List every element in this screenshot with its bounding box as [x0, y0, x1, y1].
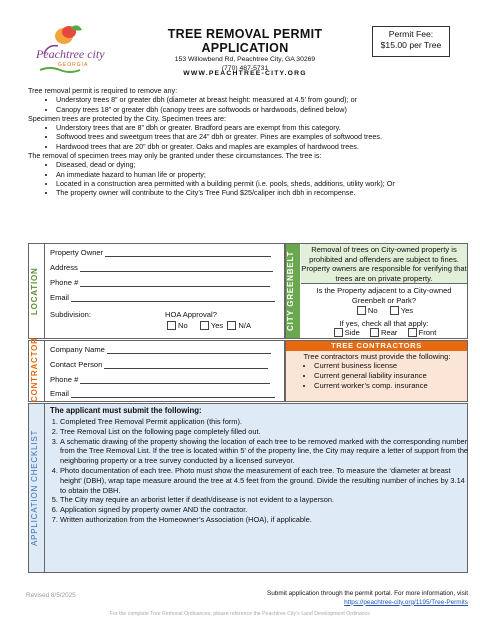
permit-fee-box	[372, 26, 450, 57]
divider	[301, 283, 467, 284]
question-text: Is the Property adjacent to a City-owned Greenbelt or Park?	[316, 286, 452, 305]
submit-info	[228, 590, 468, 607]
divider	[44, 243, 45, 339]
option-label: Yes	[210, 321, 224, 330]
input-line[interactable]	[105, 248, 271, 257]
title-line-2: APPLICATION	[201, 41, 289, 55]
field-label: Email	[50, 293, 69, 302]
checklist-heading: The applicant must submit the following:	[50, 406, 202, 415]
option-label: Front	[418, 328, 437, 338]
checklist-item: 6. Application signed by property owner AND the contractor.	[60, 505, 472, 515]
side-checkbox[interactable]	[334, 328, 343, 337]
specimen-list	[28, 123, 468, 151]
option-label: No	[178, 321, 188, 330]
contact-person-field[interactable]	[50, 360, 268, 369]
option-label: Yes	[400, 306, 414, 316]
property-owner-field[interactable]	[50, 248, 271, 257]
intro-section	[28, 86, 468, 198]
intro-paragraph: Tree removal permit is required to remove any:	[28, 86, 178, 95]
list-item: • Hardwood trees that are 20” dbh or greater. Oaks and maples are examples of hardwood trees.	[56, 142, 468, 151]
logo-subtext: GEORGIA	[58, 62, 89, 68]
title-line-1: TREE REMOVAL PERMIT	[167, 27, 323, 41]
circumstances-list	[28, 160, 468, 197]
hoa-question: HOA Approval?	[165, 310, 217, 319]
option-label: Rear	[381, 328, 398, 338]
checklist-item: 5. The City may require an arborist letter if death/disease is not evident to a layperson.	[60, 495, 472, 505]
list-item: • An immediate hazard to human life or property;	[56, 170, 468, 179]
divider	[44, 403, 45, 573]
city-logo	[34, 22, 105, 78]
input-line[interactable]	[80, 375, 270, 384]
hoa-no-checkbox[interactable]	[167, 321, 176, 330]
list-item: • Current worker’s comp. insurance	[314, 381, 428, 391]
field-label: Company Name	[50, 345, 105, 354]
phone-field[interactable]	[50, 278, 270, 287]
option-label: No	[367, 306, 378, 316]
greenbelt-yes-checkbox[interactable]	[390, 306, 399, 315]
checklist-label: APPLICATION CHECKLIST	[30, 429, 39, 547]
list-item: • Located in a construction area permitted with a building permit (i.e. pools, sheds, additions, utility work); Or	[56, 179, 468, 188]
greenbelt-no-checkbox[interactable]	[357, 306, 366, 315]
intro-paragraph: The removal of specimen trees may only be granted under these circumstances. The tree is:	[28, 151, 322, 161]
input-line[interactable]	[80, 278, 270, 287]
ordinance-note: For the complete Tree Removal Ordinances, please reference the Peachtree City’s Land Development Ordinance	[109, 611, 371, 617]
greenbelt-label: CITY GREENBELT	[286, 250, 295, 332]
field-label: Subdivision:	[50, 310, 91, 319]
contractor-phone-field[interactable]	[50, 375, 270, 384]
checklist-item: 3. A schematic drawing of the property showing the location of each tree to be removed marked with the corresponding number from the Tree Removal List. If the tree is located within 5’ of the property line, the City may require a letter of support from the neighboring property or a tree survey conducted by a licensed surveyor.	[60, 437, 472, 466]
list-item: • Understory trees that are 8” dbh or greater. Bradford pears are exempt from this category.	[56, 123, 468, 132]
input-line[interactable]	[71, 389, 275, 398]
fee-amount: $15.00 per Tree	[380, 40, 442, 50]
subdivision-field[interactable]	[50, 310, 91, 319]
phone-line: (770) 487-5731	[221, 65, 269, 72]
company-name-field[interactable]	[50, 345, 271, 354]
rear-checkbox[interactable]	[370, 328, 379, 337]
field-label: Address	[50, 263, 78, 272]
fee-label: Permit Fee:	[388, 29, 434, 39]
submit-text: Submit application through the permit portal. For more information, visit	[266, 590, 468, 597]
checklist-item: 1. Completed Tree Removal Permit application (this form).	[60, 417, 472, 427]
followup-text: If yes, check all that apply:	[339, 318, 429, 328]
checklist-item: 7. Written authorization from the Homeowner’s Association (HOA), if applicable.	[60, 515, 472, 525]
contractor-requirements	[298, 361, 428, 390]
field-label: Email	[50, 389, 69, 398]
address-line: 153 Willowbend Rd, Peachtree City, GA 30269	[174, 56, 316, 63]
list-item: • Canopy trees 18” or greater dbh (canopy trees are softwoods or hardwoods, defined below)	[56, 105, 468, 114]
list-item: • Diseased, dead or dying;	[56, 160, 468, 169]
list-item: • The property owner will contribute to the City’s Tree Fund $25/caliper inch dbh in recompense.	[56, 188, 468, 197]
option-label: N/A	[238, 321, 252, 330]
checklist-item: 2. Tree Removal List on the following page completely filled out.	[60, 427, 472, 437]
field-label: Phone #	[50, 278, 79, 287]
address-field[interactable]	[50, 263, 273, 272]
revision-date: Revised 8/5/2025	[26, 592, 76, 599]
option-label: Side	[344, 328, 360, 338]
email-field[interactable]	[50, 293, 275, 302]
tree-contractors-header: TREE CONTRACTORS	[286, 341, 467, 351]
input-line[interactable]	[107, 345, 271, 354]
field-label: Property Owner	[50, 248, 104, 257]
greenbelt-notice: Removal of trees on City-owned property is prohibited and offenders are subject to fines. Property owners are responsible for verifying that trees are on private property.	[301, 245, 467, 283]
input-line[interactable]	[71, 293, 275, 302]
contractor-label: CONTRACTOR	[30, 337, 39, 402]
hoa-na-checkbox[interactable]	[227, 321, 236, 330]
logo-text: Peachtree city	[36, 47, 105, 61]
checklist-item: 4. Photo documentation of each tree. Photo must show the measurement of each tree. To measure the ‘diameter at breast height’ (DBH), wrap tape measure around the tree at 4.5 feet from the ground. Divide the resulting number of inches by 3.14 to obtain the DBH.	[60, 466, 472, 495]
field-label: Phone #	[50, 375, 79, 384]
divider	[44, 340, 45, 402]
hoa-approval	[165, 310, 251, 330]
front-checkbox[interactable]	[408, 328, 417, 337]
greenbelt-question	[301, 286, 467, 338]
tree-contractors-intro: Tree contractors must provide the following:	[303, 352, 451, 361]
location-label: LOCATION	[30, 267, 39, 315]
hoa-yes-checkbox[interactable]	[200, 321, 209, 330]
permit-portal-link[interactable]: https://peachtree-city.org/1195/Tree-Permits	[344, 598, 468, 606]
checklist-items	[50, 417, 472, 525]
list-item: • Current business license	[314, 361, 428, 371]
intro-paragraph: Specimen trees are protected by the City. Specimen trees are:	[28, 113, 227, 123]
contractor-email-field[interactable]	[50, 389, 275, 398]
list-item: • Understory trees 8” or greater dbh (diameter at breast height: measured at 4.5’ from gound); or	[56, 95, 468, 104]
required-list	[28, 95, 468, 114]
input-line[interactable]	[104, 360, 268, 369]
form-title	[150, 27, 340, 55]
list-item: • Softwood trees and sweetgum trees that are 24” dbh or greater. Pines are examples of softwood trees.	[56, 132, 468, 141]
input-line[interactable]	[80, 263, 273, 272]
website: WWW.PEACHTREE-CITY.ORG	[183, 70, 307, 77]
list-item: • Current general liability insurance	[314, 371, 428, 381]
field-label: Contact Person	[50, 360, 103, 369]
